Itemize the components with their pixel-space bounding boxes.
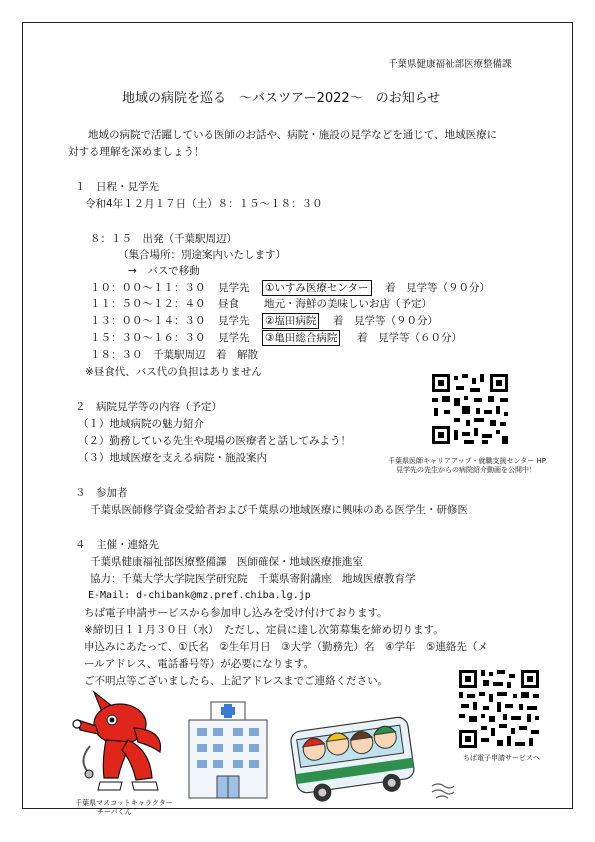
organizer-line: 千葉県健康福祉部医療整備課 医師確保・地域医療推進室 [90,556,363,568]
qr-code-graphic [430,372,510,446]
e-application-qr-icon[interactable] [457,668,541,750]
hospital-building-icon [183,700,273,804]
arrival-line: １８：３０ 千葉駅周辺 着 解散 [90,349,258,361]
schedule-time: １３：００～１４：３０ [90,315,206,327]
tour-date: 令和4年１２月１７日（土）８：１５～１８：３０ [85,198,323,210]
mascot-caption-2: チーバくん [97,808,132,816]
schedule-place: 地元・海鮮の美味しいお店（予定） [264,298,432,310]
participants-text: 千葉県医師修学資金受給者および千葉県の地域医療に興味のある医学生・研修医 [90,504,468,516]
intro-line-1: 地域の病院で活躍している医師のお話や、病院・施設の見学などを通じて、地域医療に [88,129,498,141]
content-item: （１）地域病院の魅力紹介 [78,418,204,430]
section1-heading: １ 日程・見学先 [75,181,159,193]
qr-code-graphic [457,668,541,750]
section4-heading: ４ 主催・連絡先 [75,539,159,551]
mascot-icon [72,690,172,799]
tour-bus-icon [288,704,418,808]
page-title: 地域の病院を巡る ～バスツアー2022～ のお知らせ [122,91,441,106]
qr2-caption: ちば電子申請サービスへ [463,754,540,762]
content-item: （３）地域医療を支える病院・施設案内 [78,452,267,464]
departure-line: ８：１５ 出発（千葉駅周辺） [90,233,237,245]
schedule-rest: 着 見学等（９０分） [333,315,438,327]
bus-move: → バスで移動 [128,265,200,277]
qr1-caption-2: 見学先の先生からの病院紹介動画を公開中！ [396,466,536,474]
schedule-place: ②塩田病院 [262,313,319,329]
schedule-kind: 見学先 [218,282,250,294]
department-label: 千葉県健康福祉部医療整備課 [388,59,512,70]
schedule-rest: 着 見学等（９０分） [385,282,490,294]
cooperation-line: 協力：千葉大学大学院医学研究院 千葉県寄附講座 地域医療教育学 [90,573,416,585]
contact-line: ちば電子申請サービスから参加申し込みを受け付けております。 [84,607,388,619]
email-link[interactable]: E-Mail: d-chibank@mz.pref.chiba.lg.jp [88,590,311,601]
schedule-kind: 昼食 [218,298,239,310]
qr1-caption-1: 千葉県医師キャリアアップ・就職支援センター HP [388,457,546,465]
contact-line: ご不明点等ございましたら、上記アドレスまでご連絡ください。 [84,675,389,687]
intro-line-2: 対する理解を深めましょう！ [68,146,205,158]
meeting-place: （集合場所：別途案内いたします） [118,249,286,261]
schedule-kind: 見学先 [218,315,250,327]
mascot-caption-1: 千葉県マスコットキャラクター [75,799,173,807]
schedule-place: ③亀田総合病院 [262,330,340,346]
contact-line: ールアドレス、電話番号等）が必要になります。 [84,658,314,670]
exhaust-icon [430,780,456,804]
schedule-time: １１：５０～１２：４０ [90,298,206,310]
content-item: （２）勤務している先生や現場の医療者と話してみよう！ [78,435,351,447]
schedule-time: １０：００～１１：３０ [90,282,206,294]
section2-heading: ２ 病院見学等の内容（予定） [75,401,222,413]
schedule-rest: 着 見学等（６０分） [357,332,462,344]
career-center-qr-icon[interactable] [430,372,510,446]
section3-heading: ３ 参加者 [75,487,128,499]
schedule-time: １５：３０～１６：３０ [90,332,206,344]
contact-line: 申込みにあたって、①氏名 ②生年月日 ③大学（勤務先）名 ④学年 ⑤連絡先（メ [84,641,488,653]
schedule-kind: 見学先 [218,332,250,344]
contact-line: ※締切日１１月３０日（水） ただし、定員に達し次第募集を締め切ります。 [84,624,444,636]
cost-note: ※昼食代、バス代の負担はありません [85,366,262,378]
schedule-place: ①いすみ医療センター [262,280,372,296]
